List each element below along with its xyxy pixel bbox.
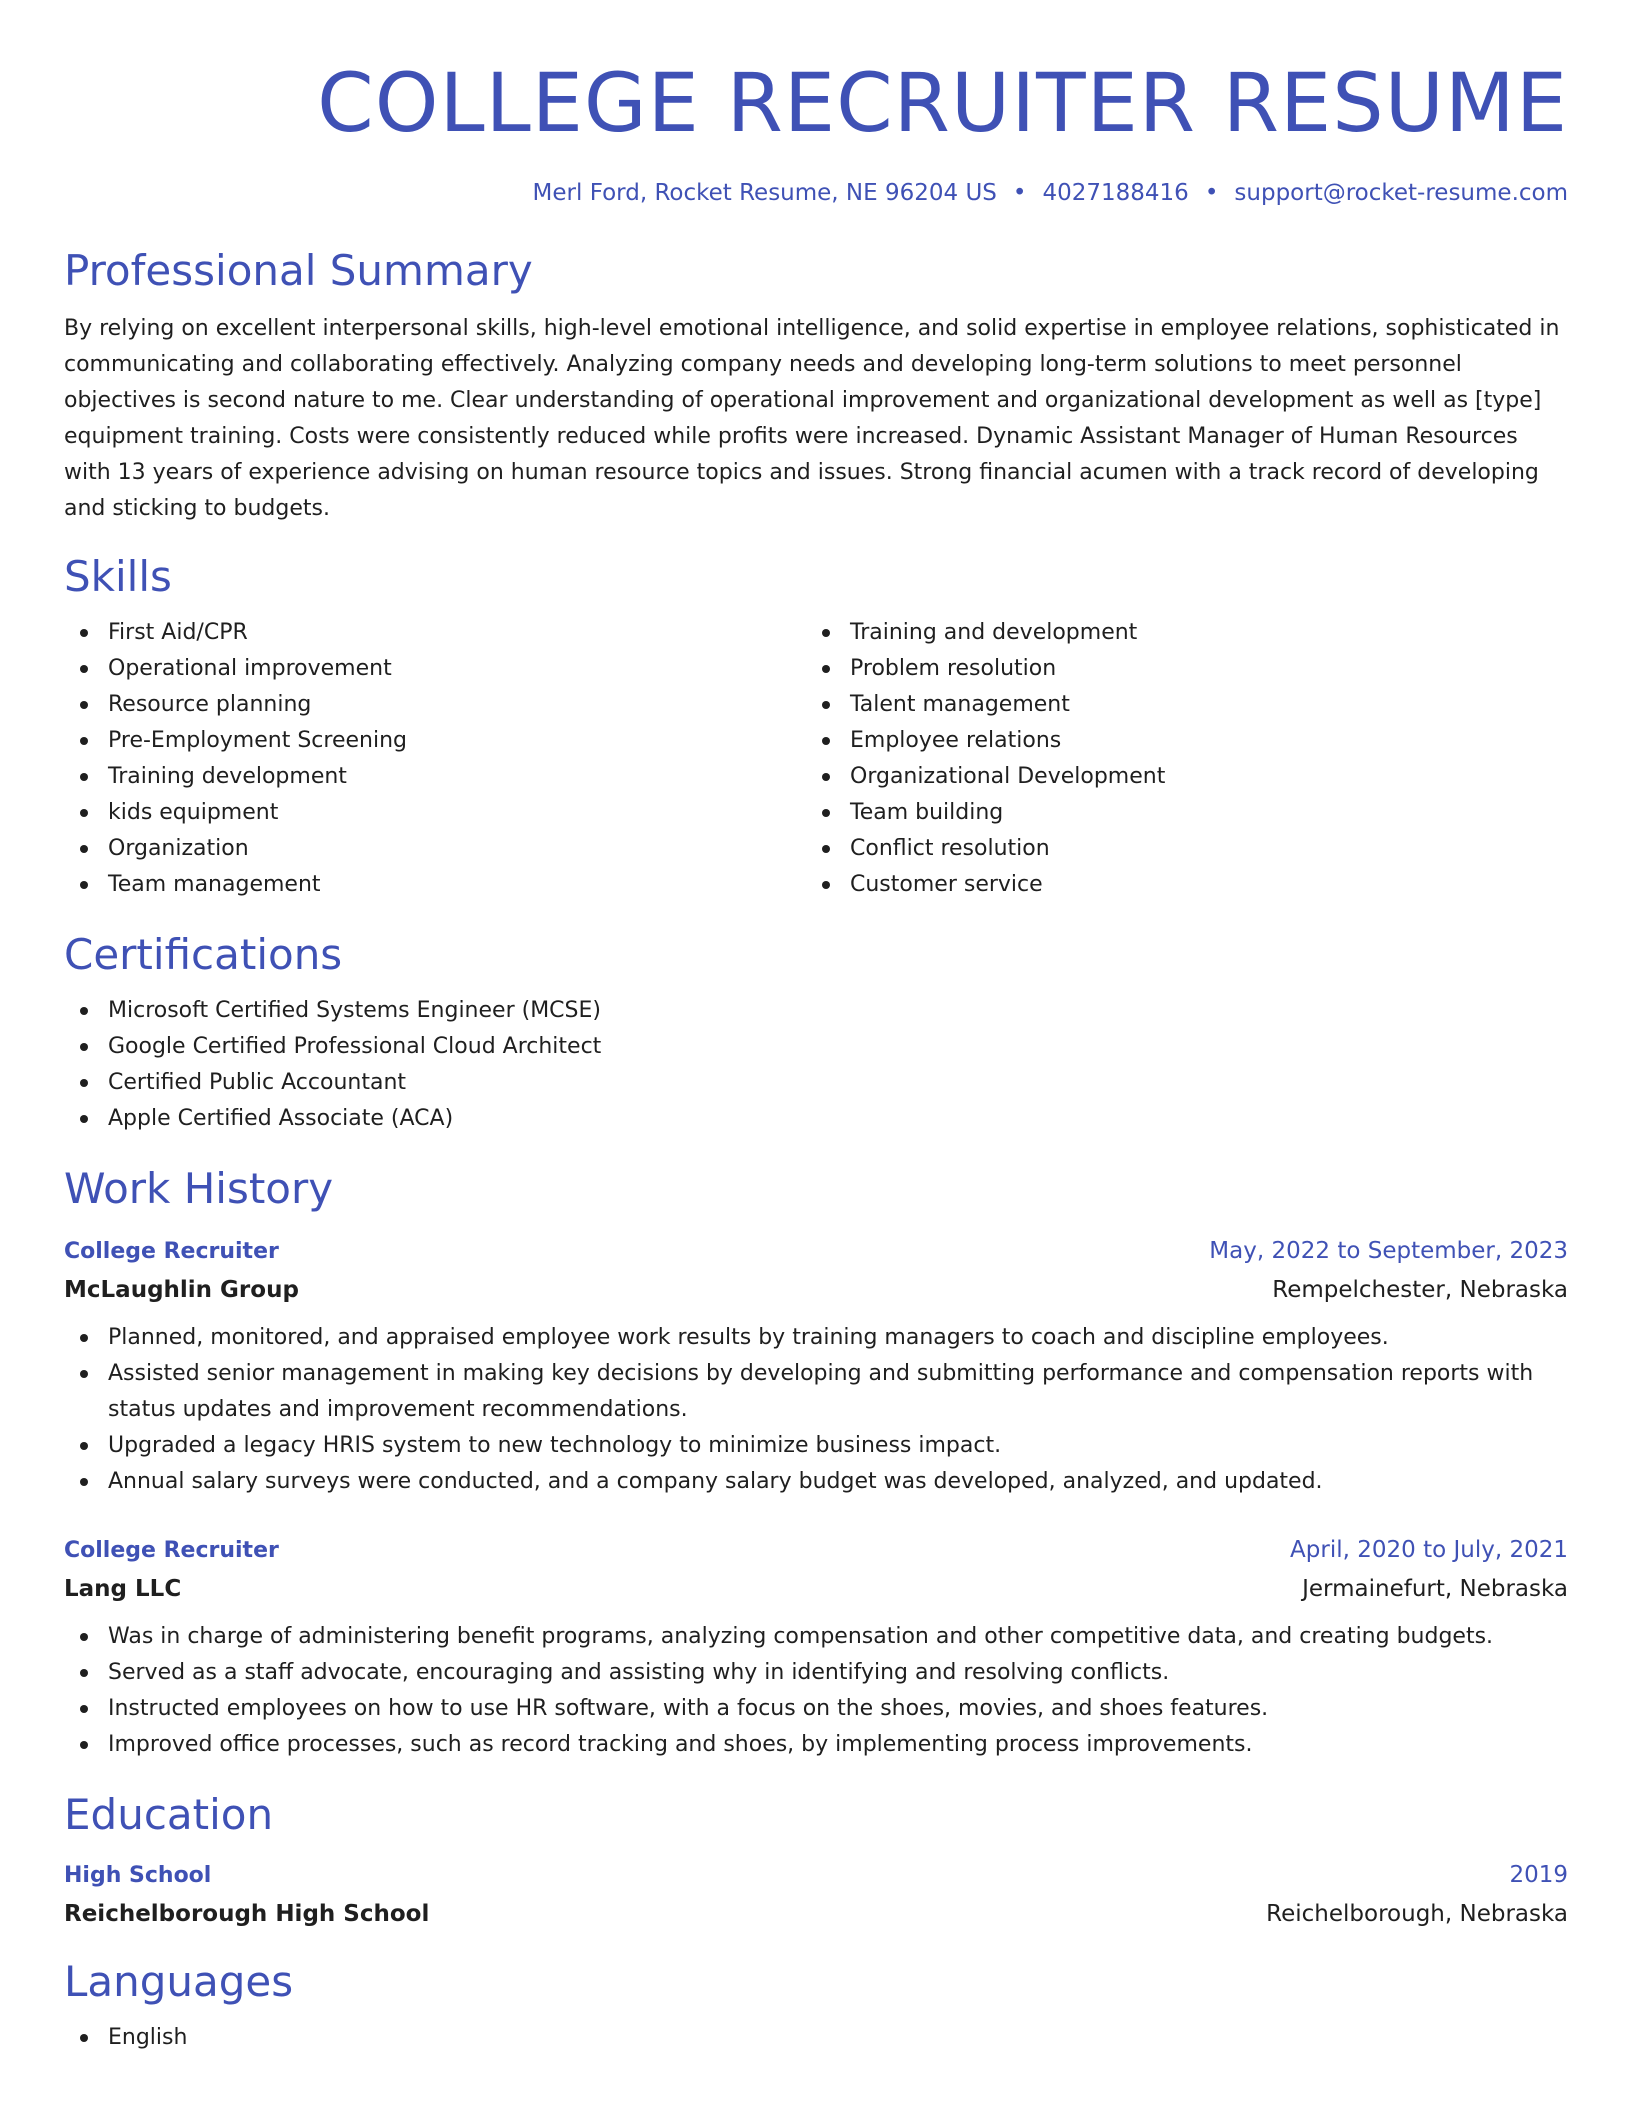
- job-title: College Recruiter: [64, 1239, 279, 1264]
- job-company: McLaughlin Group: [64, 1277, 299, 1303]
- skill-item: Training development: [64, 759, 806, 795]
- work-history-heading: Work History: [64, 1164, 334, 1213]
- education-school: Reichelborough High School: [64, 1901, 430, 1927]
- skill-item: First Aid/CPR: [64, 615, 806, 651]
- languages-section: [64, 1956, 1568, 2056]
- skill-item: Team building: [806, 795, 1548, 831]
- contact-info: [64, 178, 1568, 208]
- skill-item: kids equipment: [64, 795, 806, 831]
- skill-item: Training and development: [806, 615, 1548, 651]
- resume-page: [64, 0, 1568, 2056]
- summary-section: [64, 245, 1568, 527]
- contact-phone: 4027188416: [1042, 180, 1189, 206]
- skill-item: Resource planning: [64, 687, 806, 723]
- job-entry: [64, 1233, 1568, 1500]
- certifications-heading: Certifications: [64, 930, 343, 979]
- certification-item: Google Certified Professional Cloud Architect: [64, 1029, 1568, 1065]
- skill-item: Organization: [64, 831, 806, 867]
- job-entry: [64, 1532, 1568, 1763]
- contact-separator: •: [1012, 180, 1027, 206]
- certification-item: Microsoft Certified Systems Engineer (MCSE): [64, 993, 1568, 1029]
- skills-column-left: [64, 615, 806, 903]
- summary-heading: Professional Summary: [64, 246, 533, 295]
- contact-address: Merl Ford, Rocket Resume, NE 96204 US: [532, 180, 997, 206]
- languages-heading: Languages: [64, 1957, 294, 2006]
- education-heading: Education: [64, 1790, 274, 1839]
- job-dates: May, 2022 to September, 2023: [1209, 1238, 1568, 1264]
- certification-item: Certified Public Accountant: [64, 1065, 1568, 1101]
- skills-section: [64, 551, 1568, 903]
- certifications-section: [64, 929, 1568, 1137]
- education-location: Reichelborough, Nebraska: [1266, 1901, 1568, 1927]
- job-bullet: Instructed employees on how to use HR software, with a focus on the shoes, movies, and shoes features.: [64, 1691, 1568, 1727]
- education-section: [64, 1789, 1568, 1934]
- job-title: College Recruiter: [64, 1538, 279, 1563]
- skill-item: Employee relations: [806, 723, 1548, 759]
- contact-email: support@rocket-resume.com: [1234, 180, 1568, 206]
- skill-item: Customer service: [806, 867, 1548, 903]
- job-bullet: Improved office processes, such as record tracking and shoes, by implementing process improvements.: [64, 1727, 1568, 1763]
- resume-title: COLLEGE RECRUITER RESUME: [317, 57, 1568, 151]
- skills-grid: [64, 615, 1568, 903]
- skill-item: Pre-Employment Screening: [64, 723, 806, 759]
- contact-separator: •: [1204, 180, 1219, 206]
- job-company: Lang LLC: [64, 1576, 182, 1602]
- skill-item: Team management: [64, 867, 806, 903]
- job-location: Jermainefurt, Nebraska: [1302, 1576, 1568, 1602]
- job-bullet: Was in charge of administering benefit programs, analyzing compensation and other competitive data, and creating budgets.: [64, 1619, 1568, 1655]
- skill-item: Conflict resolution: [806, 831, 1548, 867]
- skills-column-right: [806, 615, 1548, 903]
- job-bullet: Annual salary surveys were conducted, and a company salary budget was developed, analyzed, and updated.: [64, 1464, 1568, 1500]
- work-history-section: [64, 1163, 1568, 1763]
- job-bullet: Assisted senior management in making key decisions by developing and submitting performance and compensation reports with status updates and improvement recommendations.: [64, 1356, 1568, 1428]
- summary-text: By relying on excellent interpersonal skills, high-level emotional intelligence, and solid expertise in employee relations, sophisticated in communicating and collaborating effectively. Analyzing company needs and developing long-term solutions to meet personnel objectives is second nature to me. Clear understanding of operational improvement and organizational development as well as [type] equipment training. Costs were consistently reduced while profits were increased. Dynamic Assistant Manager of Human Resources with 13 years of experience advising on human resource topics and issues. Strong financial acumen with a track record of developing and sticking to budgets.: [64, 316, 1560, 521]
- job-dates: April, 2020 to July, 2021: [1290, 1537, 1568, 1563]
- skill-item: Talent management: [806, 687, 1548, 723]
- job-bullet: Served as a staff advocate, encouraging and assisting why in identifying and resolving conflicts.: [64, 1655, 1568, 1691]
- job-location: Rempelchester, Nebraska: [1272, 1277, 1568, 1303]
- skill-item: Problem resolution: [806, 651, 1548, 687]
- education-degree: High School: [64, 1863, 212, 1888]
- education-year: 2019: [1509, 1862, 1568, 1888]
- education-entry: [64, 1857, 1568, 1934]
- skills-heading: Skills: [64, 552, 172, 601]
- job-bullet: Planned, monitored, and appraised employee work results by training managers to coach and discipline employees.: [64, 1320, 1568, 1356]
- language-item: English: [64, 2020, 1568, 2056]
- certification-item: Apple Certified Associate (ACA): [64, 1101, 1568, 1137]
- skill-item: Organizational Development: [806, 759, 1548, 795]
- job-bullet: Upgraded a legacy HRIS system to new technology to minimize business impact.: [64, 1428, 1568, 1464]
- skill-item: Operational improvement: [64, 651, 806, 687]
